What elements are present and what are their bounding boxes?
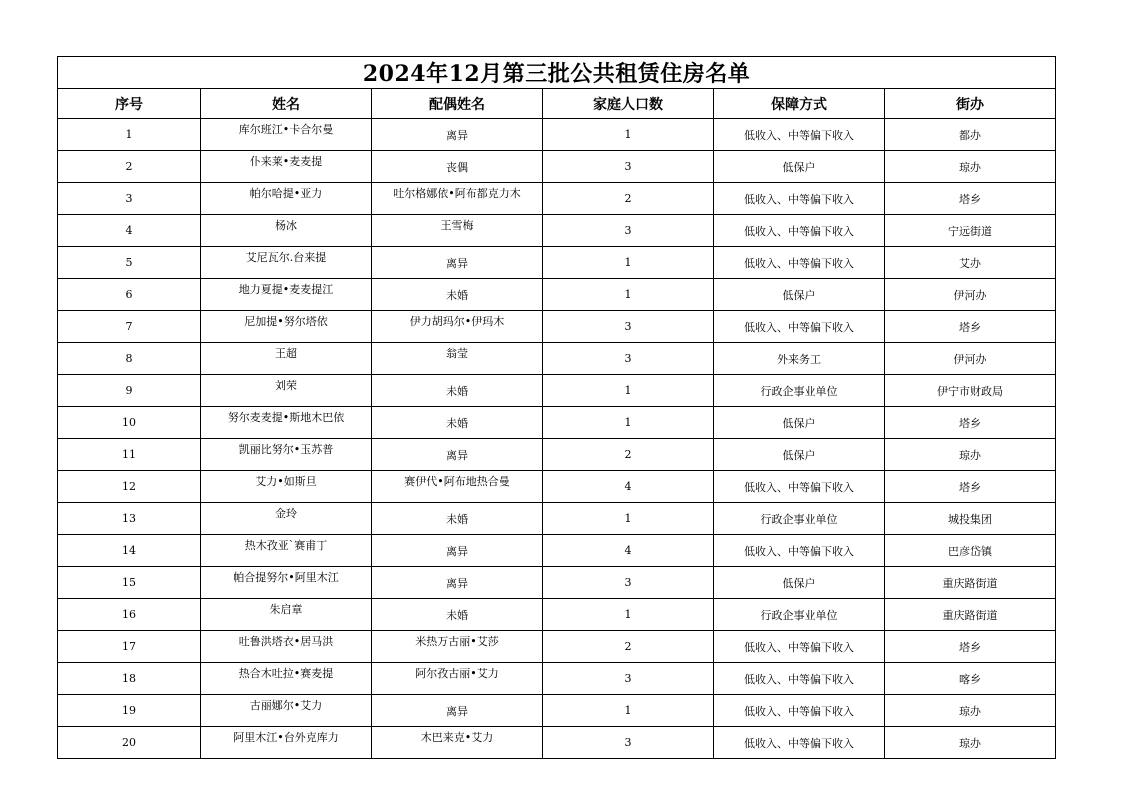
cell-no: 10 (58, 407, 201, 439)
cell-support-mode: 低收入、中等偏下收入 (714, 311, 885, 343)
rental-housing-table (57, 56, 1056, 759)
cell-support-mode: 外来务工 (714, 343, 885, 375)
cell-street-office: 重庆路街道 (885, 567, 1056, 599)
cell-street-office: 塔乡 (885, 183, 1056, 215)
cell-household-size: 1 (543, 375, 714, 407)
column-header-no: 序号 (58, 89, 201, 119)
cell-spouse: 离异 (372, 439, 543, 471)
cell-household-size: 2 (543, 631, 714, 663)
cell-name: 吐鲁洪塔衣•居马洪 (201, 631, 372, 663)
table-row (58, 279, 1056, 311)
cell-street-office: 喀乡 (885, 663, 1056, 695)
cell-spouse: 翁莹 (372, 343, 543, 375)
cell-name: 刘荣 (201, 375, 372, 407)
table-row (58, 567, 1056, 599)
cell-household-size: 3 (543, 663, 714, 695)
cell-no: 3 (58, 183, 201, 215)
cell-no: 6 (58, 279, 201, 311)
cell-no: 12 (58, 471, 201, 503)
cell-name: 尼加提•努尔塔依 (201, 311, 372, 343)
cell-spouse: 木巴来克•艾力 (372, 727, 543, 759)
table-row (58, 375, 1056, 407)
cell-household-size: 2 (543, 183, 714, 215)
cell-support-mode: 低保户 (714, 279, 885, 311)
cell-support-mode: 低保户 (714, 407, 885, 439)
cell-spouse: 王雪梅 (372, 215, 543, 247)
cell-spouse: 离异 (372, 535, 543, 567)
cell-no: 13 (58, 503, 201, 535)
cell-no: 5 (58, 247, 201, 279)
cell-no: 19 (58, 695, 201, 727)
cell-household-size: 1 (543, 279, 714, 311)
table-row (58, 535, 1056, 567)
cell-support-mode: 行政企事业单位 (714, 503, 885, 535)
cell-support-mode: 低保户 (714, 151, 885, 183)
cell-no: 9 (58, 375, 201, 407)
cell-name: 艾尼瓦尔.台来提 (201, 247, 372, 279)
cell-spouse: 离异 (372, 119, 543, 151)
cell-spouse: 阿尔孜古丽•艾力 (372, 663, 543, 695)
cell-street-office: 城投集团 (885, 503, 1056, 535)
cell-street-office: 琼办 (885, 439, 1056, 471)
table-row (58, 151, 1056, 183)
cell-no: 18 (58, 663, 201, 695)
cell-street-office: 塔乡 (885, 471, 1056, 503)
cell-street-office: 艾办 (885, 247, 1056, 279)
cell-name: 热合木吐拉•赛麦提 (201, 663, 372, 695)
cell-spouse: 伊力胡玛尔•伊玛木 (372, 311, 543, 343)
cell-spouse: 离异 (372, 567, 543, 599)
cell-street-office: 重庆路街道 (885, 599, 1056, 631)
table-row (58, 247, 1056, 279)
table-row (58, 471, 1056, 503)
cell-name: 帕尔哈提•亚力 (201, 183, 372, 215)
cell-spouse: 未婚 (372, 407, 543, 439)
cell-household-size: 3 (543, 151, 714, 183)
cell-household-size: 1 (543, 695, 714, 727)
cell-street-office: 巴彦岱镇 (885, 535, 1056, 567)
cell-spouse: 未婚 (372, 503, 543, 535)
cell-household-size: 2 (543, 439, 714, 471)
cell-spouse: 未婚 (372, 599, 543, 631)
cell-support-mode: 低收入、中等偏下收入 (714, 695, 885, 727)
cell-household-size: 1 (543, 119, 714, 151)
table-row (58, 631, 1056, 663)
cell-name: 凯丽比努尔•玉苏普 (201, 439, 372, 471)
cell-name: 库尔班江•卡合尔曼 (201, 119, 372, 151)
cell-name: 帕合提努尔•阿里木江 (201, 567, 372, 599)
cell-street-office: 伊河办 (885, 343, 1056, 375)
cell-no: 14 (58, 535, 201, 567)
column-header-support-mode: 保障方式 (714, 89, 885, 119)
table-row (58, 119, 1056, 151)
cell-spouse: 离异 (372, 695, 543, 727)
cell-name: 热木孜亚`赛甫丁 (201, 535, 372, 567)
cell-support-mode: 低收入、中等偏下收入 (714, 663, 885, 695)
cell-spouse: 丧偶 (372, 151, 543, 183)
cell-no: 1 (58, 119, 201, 151)
cell-no: 17 (58, 631, 201, 663)
header-row (58, 89, 1056, 119)
table-row (58, 343, 1056, 375)
table-row (58, 695, 1056, 727)
column-header-street-office: 街办 (885, 89, 1056, 119)
table-row (58, 439, 1056, 471)
cell-household-size: 3 (543, 727, 714, 759)
cell-spouse: 吐尔格娜依•阿布都克力木 (372, 183, 543, 215)
cell-support-mode: 行政企事业单位 (714, 375, 885, 407)
cell-support-mode: 低收入、中等偏下收入 (714, 183, 885, 215)
cell-household-size: 1 (543, 599, 714, 631)
cell-name: 努尔麦麦提•斯地木巴依 (201, 407, 372, 439)
cell-street-office: 琼办 (885, 151, 1056, 183)
cell-household-size: 3 (543, 343, 714, 375)
cell-street-office: 都办 (885, 119, 1056, 151)
cell-spouse: 未婚 (372, 375, 543, 407)
cell-no: 11 (58, 439, 201, 471)
cell-street-office: 琼办 (885, 727, 1056, 759)
cell-support-mode: 行政企事业单位 (714, 599, 885, 631)
cell-no: 20 (58, 727, 201, 759)
cell-name: 杨冰 (201, 215, 372, 247)
cell-household-size: 3 (543, 567, 714, 599)
column-header-household-size: 家庭人口数 (543, 89, 714, 119)
cell-name: 金玲 (201, 503, 372, 535)
column-header-name: 姓名 (201, 89, 372, 119)
cell-support-mode: 低收入、中等偏下收入 (714, 247, 885, 279)
cell-support-mode: 低收入、中等偏下收入 (714, 215, 885, 247)
cell-street-office: 塔乡 (885, 407, 1056, 439)
cell-household-size: 3 (543, 311, 714, 343)
cell-name: 仆来莱•麦麦提 (201, 151, 372, 183)
cell-no: 2 (58, 151, 201, 183)
cell-no: 7 (58, 311, 201, 343)
cell-street-office: 伊宁市财政局 (885, 375, 1056, 407)
table-body (58, 119, 1056, 759)
cell-no: 16 (58, 599, 201, 631)
cell-household-size: 3 (543, 215, 714, 247)
column-header-spouse: 配偶姓名 (372, 89, 543, 119)
cell-support-mode: 低收入、中等偏下收入 (714, 119, 885, 151)
cell-name: 地力夏提•麦麦提江 (201, 279, 372, 311)
cell-spouse: 离异 (372, 247, 543, 279)
cell-no: 8 (58, 343, 201, 375)
cell-street-office: 塔乡 (885, 311, 1056, 343)
sheet-title: 2024年12月第三批公共租赁住房名单 (58, 57, 1056, 89)
cell-support-mode: 低收入、中等偏下收入 (714, 631, 885, 663)
cell-spouse: 未婚 (372, 279, 543, 311)
table-row (58, 503, 1056, 535)
cell-spouse: 米热万古丽•艾莎 (372, 631, 543, 663)
cell-support-mode: 低收入、中等偏下收入 (714, 727, 885, 759)
cell-name: 朱启章 (201, 599, 372, 631)
cell-street-office: 宁远街道 (885, 215, 1056, 247)
cell-household-size: 1 (543, 247, 714, 279)
table-row (58, 663, 1056, 695)
cell-street-office: 琼办 (885, 695, 1056, 727)
rental-housing-list-sheet (57, 56, 1055, 759)
table-row (58, 215, 1056, 247)
table-row (58, 407, 1056, 439)
cell-no: 4 (58, 215, 201, 247)
cell-support-mode: 低保户 (714, 567, 885, 599)
table-row (58, 727, 1056, 759)
table-row (58, 599, 1056, 631)
cell-household-size: 4 (543, 471, 714, 503)
cell-street-office: 塔乡 (885, 631, 1056, 663)
cell-support-mode: 低收入、中等偏下收入 (714, 535, 885, 567)
cell-support-mode: 低收入、中等偏下收入 (714, 471, 885, 503)
table-row (58, 183, 1056, 215)
cell-street-office: 伊河办 (885, 279, 1056, 311)
cell-household-size: 1 (543, 407, 714, 439)
title-row (58, 57, 1056, 89)
table-row (58, 311, 1056, 343)
cell-name: 艾力•如斯旦 (201, 471, 372, 503)
cell-household-size: 4 (543, 535, 714, 567)
cell-household-size: 1 (543, 503, 714, 535)
cell-spouse: 赛伊代•阿布地热合曼 (372, 471, 543, 503)
cell-name: 阿里木江•台外克库力 (201, 727, 372, 759)
cell-name: 王超 (201, 343, 372, 375)
cell-no: 15 (58, 567, 201, 599)
cell-name: 古丽娜尔•艾力 (201, 695, 372, 727)
cell-support-mode: 低保户 (714, 439, 885, 471)
